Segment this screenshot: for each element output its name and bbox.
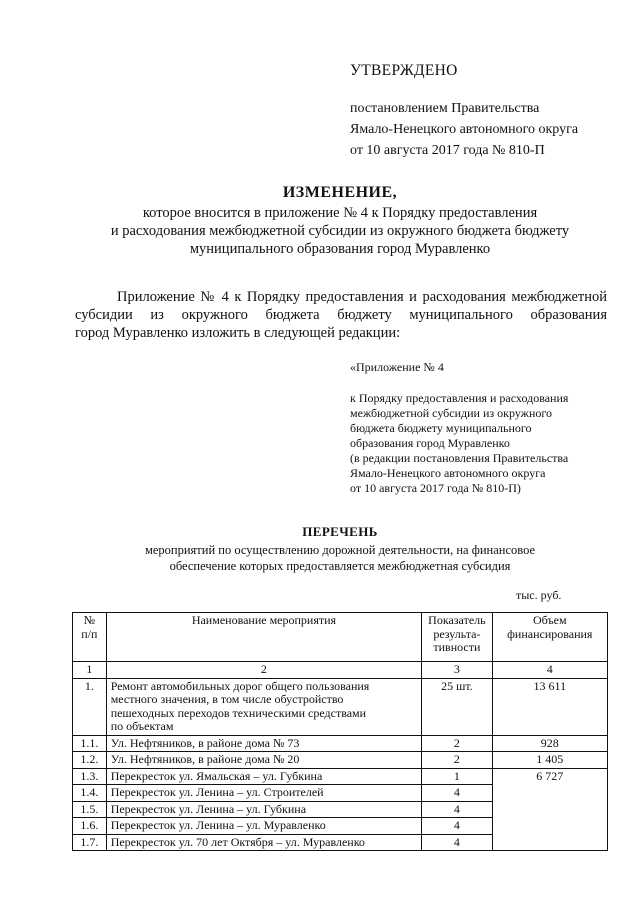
- index-cell: 3: [422, 662, 492, 679]
- header-num-line: п/п: [81, 626, 98, 641]
- row-name: Перекресток ул. Ленина – ул. Строителей: [106, 785, 421, 802]
- approval-details: [350, 98, 578, 161]
- table-row: [73, 678, 608, 735]
- annex-line: бюджета бюджету муниципального: [350, 421, 532, 435]
- approval-stamp: УТВЕРЖДЕНО: [350, 62, 458, 79]
- row-indicator: 4: [422, 801, 492, 818]
- annex-line: межбюджетной субсидии из окружного: [350, 406, 552, 420]
- merged-volume: 6 727: [492, 768, 607, 851]
- row-name-line: по объектам: [110, 719, 174, 733]
- row-indicator: 2: [422, 752, 492, 769]
- annex-line: к Порядку предоставления и расходования: [350, 391, 569, 405]
- annex-line: (в редакции постановления Правительства: [350, 451, 569, 465]
- annex-line: Ямало-Ненецкого автономного округа: [350, 466, 546, 480]
- row-volume: 1 405: [492, 752, 607, 769]
- row-indicator: 4: [422, 785, 492, 802]
- amendment-subtitle-line: муниципального образования город Муравленко: [189, 241, 491, 257]
- list-heading: [60, 524, 620, 574]
- header-indicator-line: тивности: [433, 640, 481, 654]
- approval-line: постановлением Правительства: [350, 101, 540, 116]
- intro-line: субсидии из окружного бюджета бюджету муниципального образования: [75, 307, 607, 323]
- amendment-subtitle-line: и расходования межбюджетной субсидии из окружного бюджета бюджету: [110, 223, 570, 239]
- row-volume: 13 611: [492, 678, 607, 735]
- table-row: [73, 752, 608, 769]
- row-name: [106, 678, 421, 735]
- row-name: Перекресток ул. Ленина – ул. Губкина: [106, 801, 421, 818]
- header-volume-line: финансирования: [507, 626, 593, 641]
- header-volume-line: Объем: [533, 613, 567, 627]
- row-indicator: 1: [422, 768, 492, 785]
- table-header-row: [73, 613, 608, 662]
- row-name: Перекресток ул. Ленина – ул. Муравленко: [106, 818, 421, 835]
- row-num: 1.1.: [73, 735, 107, 752]
- row-num: 1.6.: [73, 818, 107, 835]
- row-name: Ул. Нефтяников, в районе дома № 73: [106, 735, 421, 752]
- activities-table: [72, 612, 608, 851]
- row-indicator: 4: [422, 834, 492, 851]
- header-indicator: [422, 613, 492, 662]
- header-indicator-line: Показатель: [428, 613, 486, 627]
- table-index-row: [73, 662, 608, 679]
- row-name-line: Ремонт автомобильных дорог общего пользования: [110, 678, 370, 693]
- header-num-line: №: [83, 613, 96, 627]
- annex-header: [350, 360, 568, 496]
- row-volume: 928: [492, 735, 607, 752]
- approval-line: Ямало-Ненецкого автономного округа: [350, 122, 579, 137]
- row-name-line: местного значения, в том числе обустройство: [110, 692, 344, 706]
- intro-paragraph: [75, 288, 607, 342]
- row-name: Перекресток ул. Ямальская – ул. Губкина: [106, 768, 421, 785]
- row-num: 1.5.: [73, 801, 107, 818]
- list-title: ПЕРЕЧЕНЬ: [302, 524, 378, 539]
- index-cell: 2: [106, 662, 421, 679]
- index-cell: 1: [73, 662, 107, 679]
- table-row: [73, 768, 608, 785]
- row-name-line: пешеходных переходов техническими средствами: [110, 705, 367, 720]
- table-row: [73, 735, 608, 752]
- amendment-subtitle-line: которое вносится в приложение № 4 к Порядку предоставления: [142, 205, 538, 221]
- row-num: 1.3.: [73, 768, 107, 785]
- amendment-title: ИЗМЕНЕНИЕ,: [282, 184, 398, 201]
- index-cell: 4: [492, 662, 607, 679]
- annex-title: «Приложение № 4: [350, 360, 444, 374]
- header-num: [73, 613, 107, 662]
- row-num: 1.: [73, 678, 107, 735]
- row-num: 1.7.: [73, 834, 107, 851]
- units-label: тыс. руб.: [516, 588, 562, 602]
- amendment-heading: [60, 184, 620, 258]
- list-subtitle-line: обеспечение которых предоставляется межбюджетная субсидия: [169, 559, 511, 573]
- row-name: Перекресток ул. 70 лет Октября – ул. Муравленко: [106, 834, 421, 851]
- approval-line: от 10 августа 2017 года № 810-П: [350, 143, 545, 158]
- row-indicator: 4: [422, 818, 492, 835]
- header-name: Наименование мероприятия: [106, 613, 421, 662]
- row-indicator: 2: [422, 735, 492, 752]
- header-volume: [492, 613, 607, 662]
- header-indicator-line: результа-: [433, 626, 481, 641]
- list-subtitle-line: мероприятий по осуществлению дорожной деятельности, на финансовое: [144, 543, 536, 557]
- row-indicator: 25 шт.: [422, 678, 492, 735]
- row-num: 1.4.: [73, 785, 107, 802]
- row-num: 1.2.: [73, 752, 107, 769]
- annex-line: образования город Муравленко: [350, 436, 510, 450]
- intro-line: Приложение № 4 к Порядку предоставления и расходования межбюджетной: [117, 289, 607, 305]
- intro-line: город Муравленко изложить в следующей редакции:: [75, 325, 401, 341]
- row-name: Ул. Нефтяников, в районе дома № 20: [106, 752, 421, 769]
- annex-line: от 10 августа 2017 года № 810-П): [350, 481, 521, 495]
